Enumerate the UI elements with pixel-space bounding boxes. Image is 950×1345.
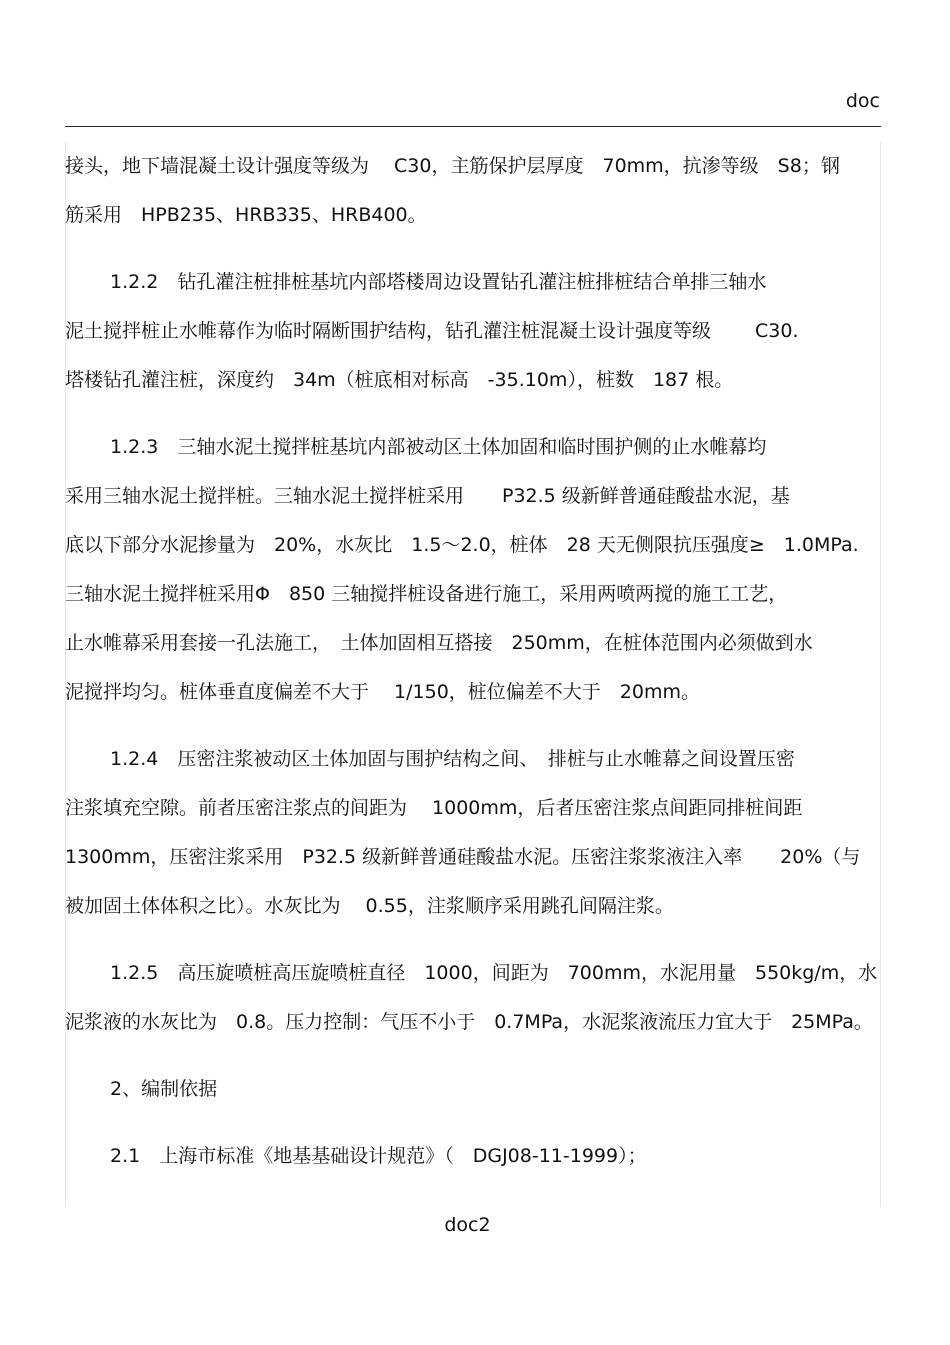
text-line: 接头，地下墙混凝土设计强度等级为 C30，主筋保护层厚度 70mm，抗渗等级 S8；钢 <box>65 155 840 177</box>
text-line: 塔楼钻孔灌注桩，深度约 34m（桩底相对标高 -35.10m），桩数 187 根。 <box>65 369 734 391</box>
paragraph-intro <box>65 142 880 240</box>
header-rule <box>65 126 881 127</box>
section-heading-text: 2、编制依据 <box>110 1078 218 1100</box>
text-line: 1.2.4 压密注浆被动区土体加固与围护结构之间、 排桩与止水帷幕之间设置压密 <box>110 748 795 770</box>
text-line: 被加固土体体积之比）。水灰比为 0.55，注浆顺序采用跳孔间隔注浆。 <box>65 895 674 917</box>
text-line: 泥土搅拌桩止水帷幕作为临时隔断围护结构，钻孔灌注桩混凝土设计强度等级 C30. <box>65 320 799 342</box>
reference-item <box>65 1132 880 1181</box>
section-heading <box>65 1065 880 1114</box>
text-line: 底以下部分水泥掺量为 20%，水灰比 1.5～2.0，桩体 28 天无侧限抗压强度≥ 1.0MPa. <box>65 534 859 556</box>
paragraph-1-2-5 <box>65 949 880 1047</box>
text-line: 泥搅拌均匀。桩体垂直度偏差不大于 1/150，桩位偏差不大于 20mm。 <box>65 681 700 703</box>
text-line: 1300mm，压密注浆采用 P32.5 级新鲜普通硅酸盐水泥。压密注浆浆液注入率 20%（与 <box>65 846 861 868</box>
text-line: 1.2.2 钻孔灌注桩排桩基坑内部塔楼周边设置钻孔灌注桩排桩结合单排三轴水 <box>110 271 767 293</box>
text-line: 三轴水泥土搅拌桩采用Φ 850 三轴搅拌桩设备进行施工，采用两喷两搅的施工工艺， <box>65 583 788 605</box>
text-line: 泥浆液的水灰比为 0.8。压力控制：气压不小于 0.7MPa，水泥浆液流压力宜大于 25MPa。 <box>65 1011 873 1033</box>
text-line: 1.2.5 高压旋喷桩高压旋喷桩直径 1000，间距为 700mm，水泥用量 550kg/m，水 <box>110 962 878 984</box>
text-line: 注浆填充空隙。前者压密注浆点的间距为 1000mm，后者压密注浆点间距同排桩间距 <box>65 797 803 819</box>
header-label: doc <box>845 90 880 112</box>
paragraph-1-2-4 <box>65 735 880 931</box>
document-body <box>65 142 880 1181</box>
paragraph-1-2-3 <box>65 423 880 717</box>
text-line: 筋采用 HPB235、HRB335、HRB400。 <box>65 204 427 226</box>
text-line: 1.2.3 三轴水泥土搅拌桩基坑内部被动区土体加固和临时围护侧的止水帷幕均 <box>110 436 767 458</box>
text-line: 2.1 上海市标准《地基基础设计规范》（ DGJ08-11-1999）； <box>110 1145 647 1167</box>
text-line: 采用三轴水泥土搅拌桩。三轴水泥土搅拌桩采用 P32.5 级新鲜普通硅酸盐水泥，基 <box>65 485 790 507</box>
page-frame-right <box>880 142 881 1207</box>
text-line: 止水帷幕采用套接一孔法施工， 土体加固相互搭接 250mm，在桩体范围内必须做到水 <box>65 632 813 654</box>
paragraph-1-2-2 <box>65 258 880 405</box>
page-footer-label: doc2 <box>444 1214 491 1236</box>
